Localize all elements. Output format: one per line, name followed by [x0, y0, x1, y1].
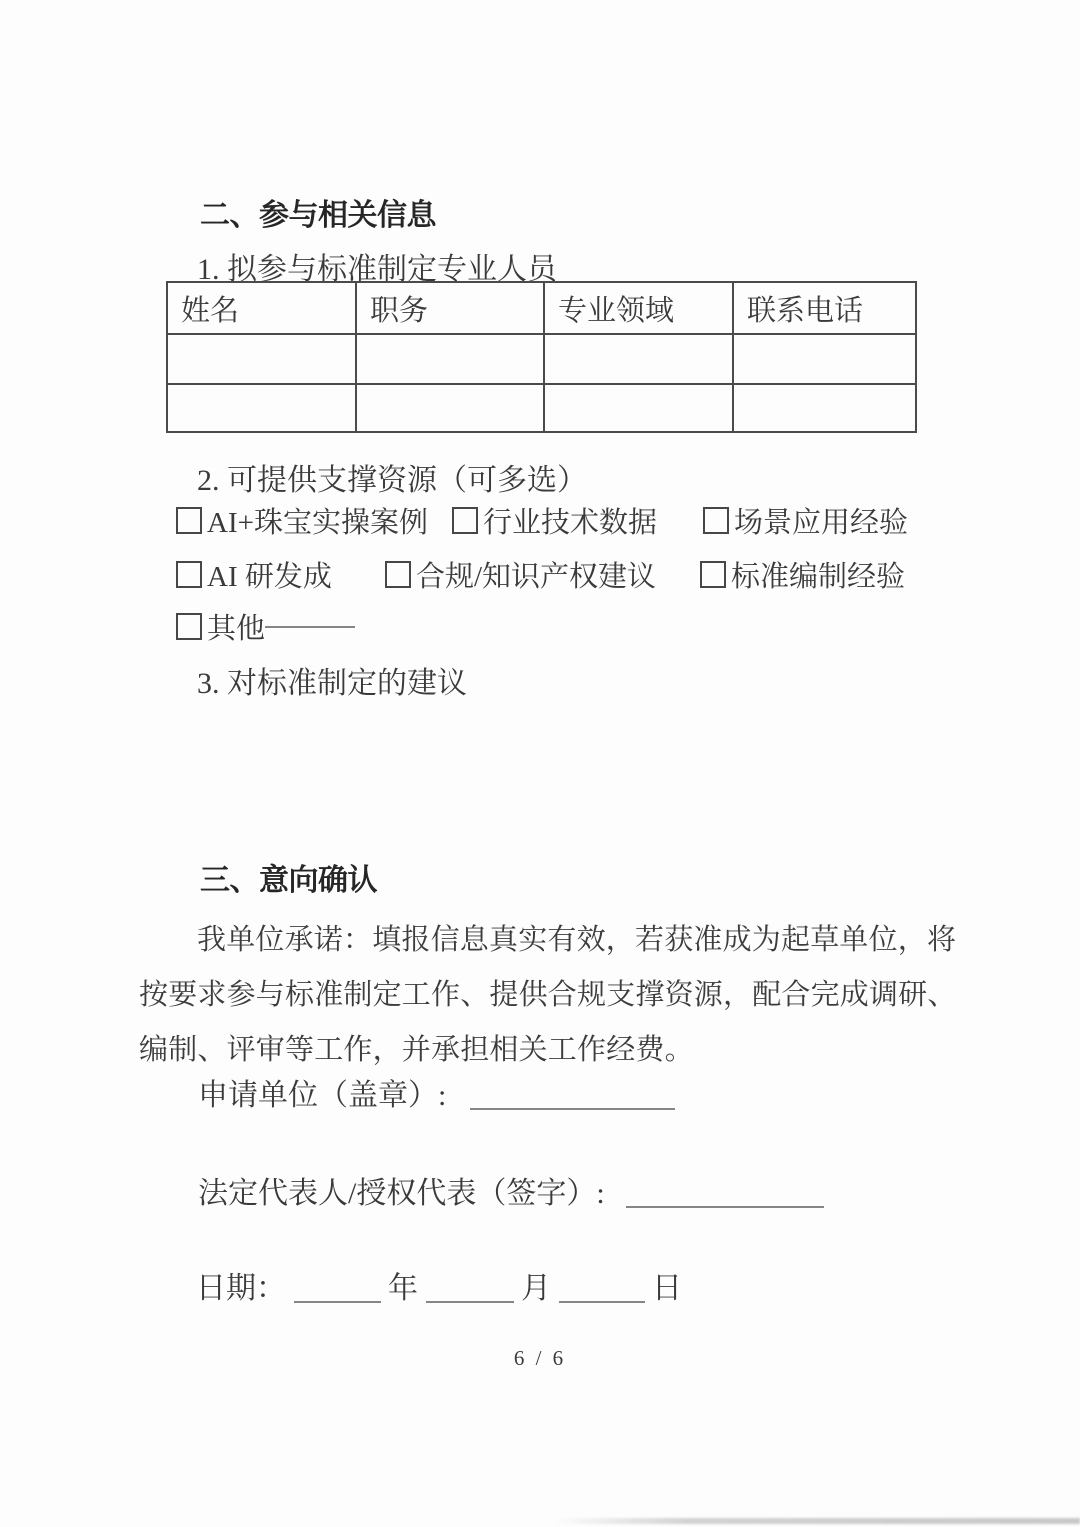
- checkbox-icon[interactable]: [385, 561, 411, 588]
- checkbox-label: AI+珠宝实操案例: [207, 507, 428, 539]
- checkbox-option-compliance-ip-advice[interactable]: [385, 554, 656, 595]
- section-participation-heading: 二、参与相关信息: [200, 199, 436, 232]
- checkbox-label: 场景应用经验: [734, 507, 909, 539]
- checkbox-label: 标准编制经验: [731, 561, 906, 593]
- checkbox-option-ai-rnd[interactable]: [176, 554, 332, 595]
- representative-signature-label: 法定代表人/授权代表（签字）:: [198, 1177, 605, 1210]
- checkbox-label: AI 研发成: [207, 561, 332, 593]
- checkbox-icon[interactable]: [700, 561, 726, 588]
- table-cell-empty: [733, 384, 916, 432]
- table-cell-empty: [356, 334, 544, 384]
- commitment-line-2: 按要求参与标准制定工作、提供合规支撑资源，配合完成调研、: [139, 979, 957, 1011]
- checkbox-icon[interactable]: [176, 613, 202, 640]
- representative-signature-fill-line: [626, 1206, 824, 1208]
- checkbox-option-ai-jewelry-cases[interactable]: [176, 500, 428, 541]
- checkbox-label: 合规/知识产权建议: [416, 561, 657, 593]
- representative-signature-row: [198, 1168, 824, 1212]
- table-cell-empty: [733, 334, 916, 384]
- checkbox-icon[interactable]: [452, 507, 478, 534]
- checkbox-option-standard-drafting-experience[interactable]: [700, 554, 905, 595]
- section-confirmation-heading: 三、意向确认: [200, 864, 377, 897]
- table-cell-empty: [167, 384, 356, 432]
- commitment-line-3: 编制、评审等工作，并承担相关工作经费。: [139, 1034, 694, 1066]
- table-cell-empty: [544, 334, 733, 384]
- checkbox-icon[interactable]: [176, 561, 202, 588]
- checkbox-icon[interactable]: [703, 507, 729, 534]
- date-year-label: 年: [388, 1272, 418, 1305]
- table-header-field: 专业领域: [544, 282, 733, 334]
- suggestions-item-label: 3. 对标准制定的建议: [197, 667, 467, 700]
- date-month-label: 月: [521, 1272, 551, 1305]
- date-row: [196, 1263, 682, 1307]
- other-fill-line: [265, 626, 355, 628]
- commitment-line-1: 我单位承诺：填报信息真实有效，若获准成为起草单位，将: [197, 924, 957, 956]
- table-header-name: 姓名: [167, 282, 356, 334]
- table-cell-empty: [356, 384, 544, 432]
- table-cell-empty: [544, 384, 733, 432]
- applicant-seal-fill-line: [470, 1108, 675, 1110]
- scan-artifact-line: [555, 1518, 1080, 1524]
- table-header-phone: 联系电话: [733, 282, 916, 334]
- table-row: [167, 334, 916, 384]
- checkbox-label: 其他: [207, 613, 266, 645]
- date-year-fill-line: [294, 1301, 381, 1303]
- table-header-position: 职务: [356, 282, 544, 334]
- date-label: 日期：: [196, 1272, 286, 1305]
- resources-item-label: 2. 可提供支撑资源（可多选）: [197, 464, 587, 497]
- checkbox-option-industry-tech-data[interactable]: [452, 500, 657, 541]
- checkbox-option-other[interactable]: [176, 606, 355, 647]
- applicant-seal-row: [198, 1070, 675, 1114]
- date-day-label: 日: [652, 1272, 682, 1305]
- table-cell-empty: [167, 334, 356, 384]
- date-month-fill-line: [426, 1301, 514, 1303]
- page-number: 6 / 6: [513, 1346, 567, 1370]
- personnel-item-label: 1. 拟参与标准制定专业人员: [197, 253, 557, 286]
- checkbox-label: 行业技术数据: [483, 507, 658, 539]
- date-day-fill-line: [559, 1301, 645, 1303]
- table-row: [167, 384, 916, 432]
- personnel-table: [166, 281, 917, 433]
- checkbox-option-scenario-experience[interactable]: [703, 500, 908, 541]
- checkbox-icon[interactable]: [176, 507, 202, 534]
- personnel-table-header-row: [167, 282, 916, 334]
- applicant-seal-label: 申请单位（盖章）:: [198, 1079, 447, 1112]
